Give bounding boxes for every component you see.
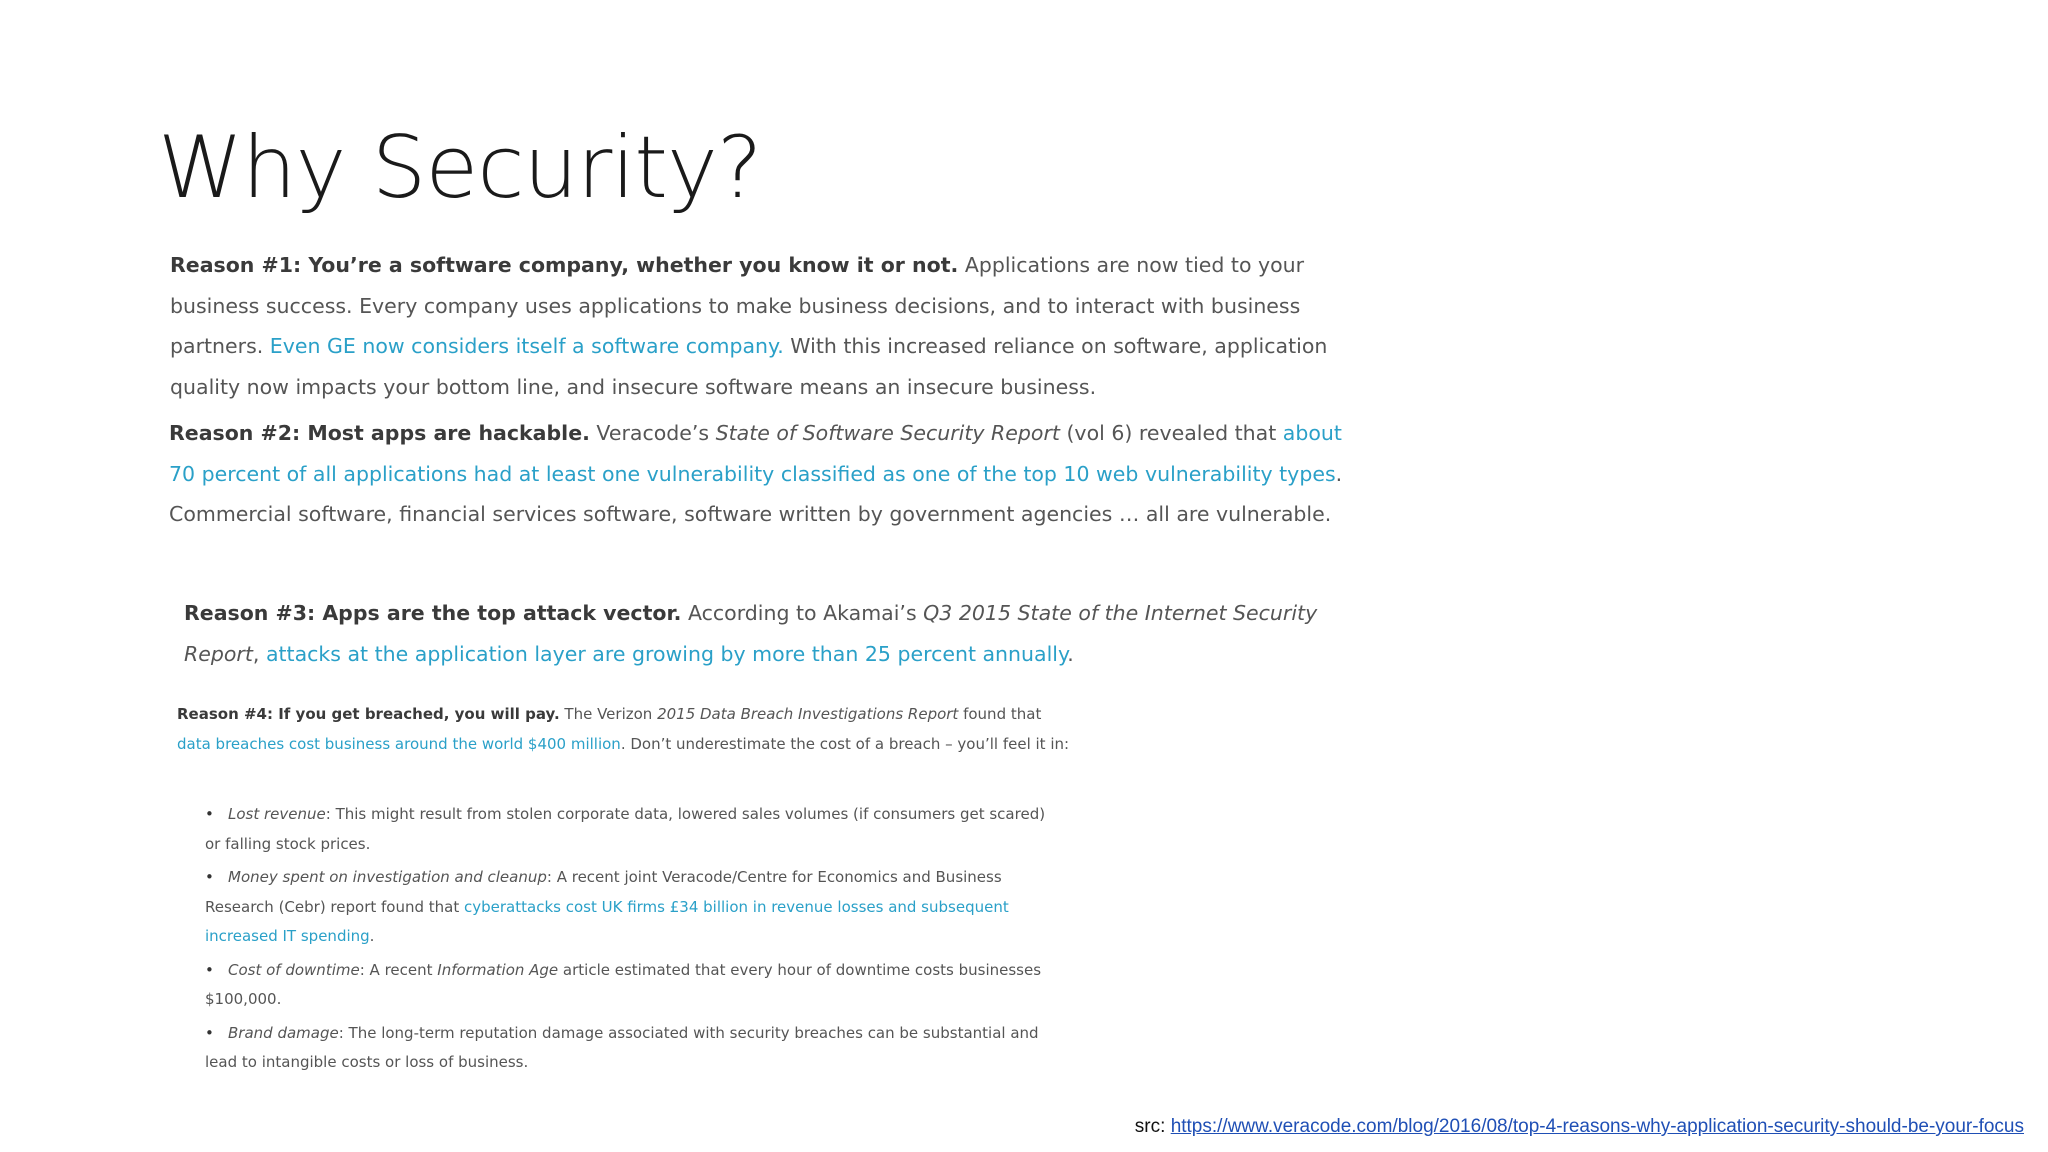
- cost-bullet-list: [205, 800, 1065, 1082]
- bullet-term: Brand damage: [228, 1023, 339, 1042]
- reason-3-text-c: .: [1067, 641, 1074, 666]
- bullet-text: : A recent joint Veracode/Centre for Economics and Business Research (Cebr) report found that: [205, 868, 1002, 916]
- reason-4-heading: Reason #4: If you get breached, you will pay.: [177, 705, 560, 723]
- reason-2-text-a: Veracode’s: [589, 421, 716, 445]
- reason-1-text-a: Applications are now tied to your business success. Every company uses applications to make business decisions, and to interact with business partners.: [170, 253, 1305, 358]
- reason-2-text-c: . Commercial software, financial services software, software written by government agencies … all are vulnerable.: [169, 461, 1343, 526]
- bullet-text: : A recent: [359, 960, 438, 979]
- list-item: [205, 1019, 1065, 1078]
- reason-3-text-a: According to Akamai’s: [681, 601, 924, 625]
- reason-3-paragraph: [184, 593, 1344, 674]
- bullet-icon: •: [205, 960, 214, 979]
- reason-2-paragraph: [169, 413, 1349, 535]
- bullet-text: : This might result from stolen corporate data, lowered sales volumes (if consumers get scared) or falling stock prices.: [205, 805, 1046, 853]
- reason-3-heading: Reason #3: Apps are the top attack vector.: [184, 601, 682, 625]
- reason-4-text-b: found that: [958, 705, 1042, 723]
- bullet-publication: Information Age: [437, 960, 559, 979]
- bullet-term: Money spent on investigation and cleanup: [228, 868, 547, 886]
- reason-2-heading: Reason #2: Most apps are hackable.: [169, 421, 590, 445]
- reason-3-text-b: ,: [252, 641, 266, 666]
- reason-4-text-c: . Don’t underestimate the cost of a breach – you’ll feel it in:: [620, 734, 1070, 753]
- bullet-text-end: article estimated that every hour of downtime costs businesses $100,000.: [205, 960, 1042, 1008]
- bullet-text-end: .: [369, 927, 375, 945]
- bullet-link[interactable]: cyberattacks cost UK firms £34 billion in revenue losses and subsequent increased IT spending: [205, 897, 1009, 945]
- bullet-icon: •: [205, 805, 214, 823]
- reason-2-report-title: State of Software Security Report: [715, 421, 1060, 445]
- reason-3-link[interactable]: attacks at the application layer are growing by more than 25 percent annually: [265, 641, 1068, 666]
- source-link[interactable]: https://www.veracode.com/blog/2016/08/top-4-reasons-why-application-security-should-be-your-focus: [1170, 1116, 2024, 1137]
- list-item: [205, 800, 1065, 859]
- page-title: Why Security?: [158, 118, 762, 218]
- list-item: [205, 956, 1065, 1015]
- reason-2-link[interactable]: about 70 percent of all applications had at least one vulnerability classified as one of the top 10 web vulnerability types: [169, 421, 1342, 486]
- reason-2-text-b: (vol 6) revealed that: [1059, 421, 1283, 445]
- bullet-term: Lost revenue: [228, 805, 326, 823]
- reason-4-paragraph: [177, 700, 1077, 759]
- reason-1-link[interactable]: Even GE now considers itself a software company.: [269, 334, 784, 358]
- reason-4-link[interactable]: data breaches cost business around the world $400 million: [177, 734, 621, 753]
- reason-4-report-title: 2015 Data Breach Investigations Report: [657, 705, 959, 723]
- bullet-text: : The long-term reputation damage associated with security breaches can be substantial and lead to intangible costs or loss of business.: [205, 1023, 1039, 1071]
- bullet-icon: •: [205, 1023, 214, 1042]
- reason-3-report-title: Q3 2015 State of the Internet Security Report: [184, 601, 1318, 666]
- source-citation: [1135, 1116, 2024, 1138]
- reason-4-text-a: The Verizon: [559, 705, 658, 723]
- bullet-icon: •: [205, 868, 214, 886]
- bullet-term: Cost of downtime: [228, 960, 360, 979]
- reason-1-heading: Reason #1: You’re a software company, whether you know it or not.: [170, 253, 959, 277]
- reason-1-paragraph: [170, 245, 1370, 407]
- source-label: src:: [1134, 1116, 1171, 1137]
- reason-1-text-b: With this increased reliance on software, application quality now impacts your bottom line, and insecure software means an insecure business.: [170, 334, 1328, 399]
- list-item: [205, 863, 1065, 952]
